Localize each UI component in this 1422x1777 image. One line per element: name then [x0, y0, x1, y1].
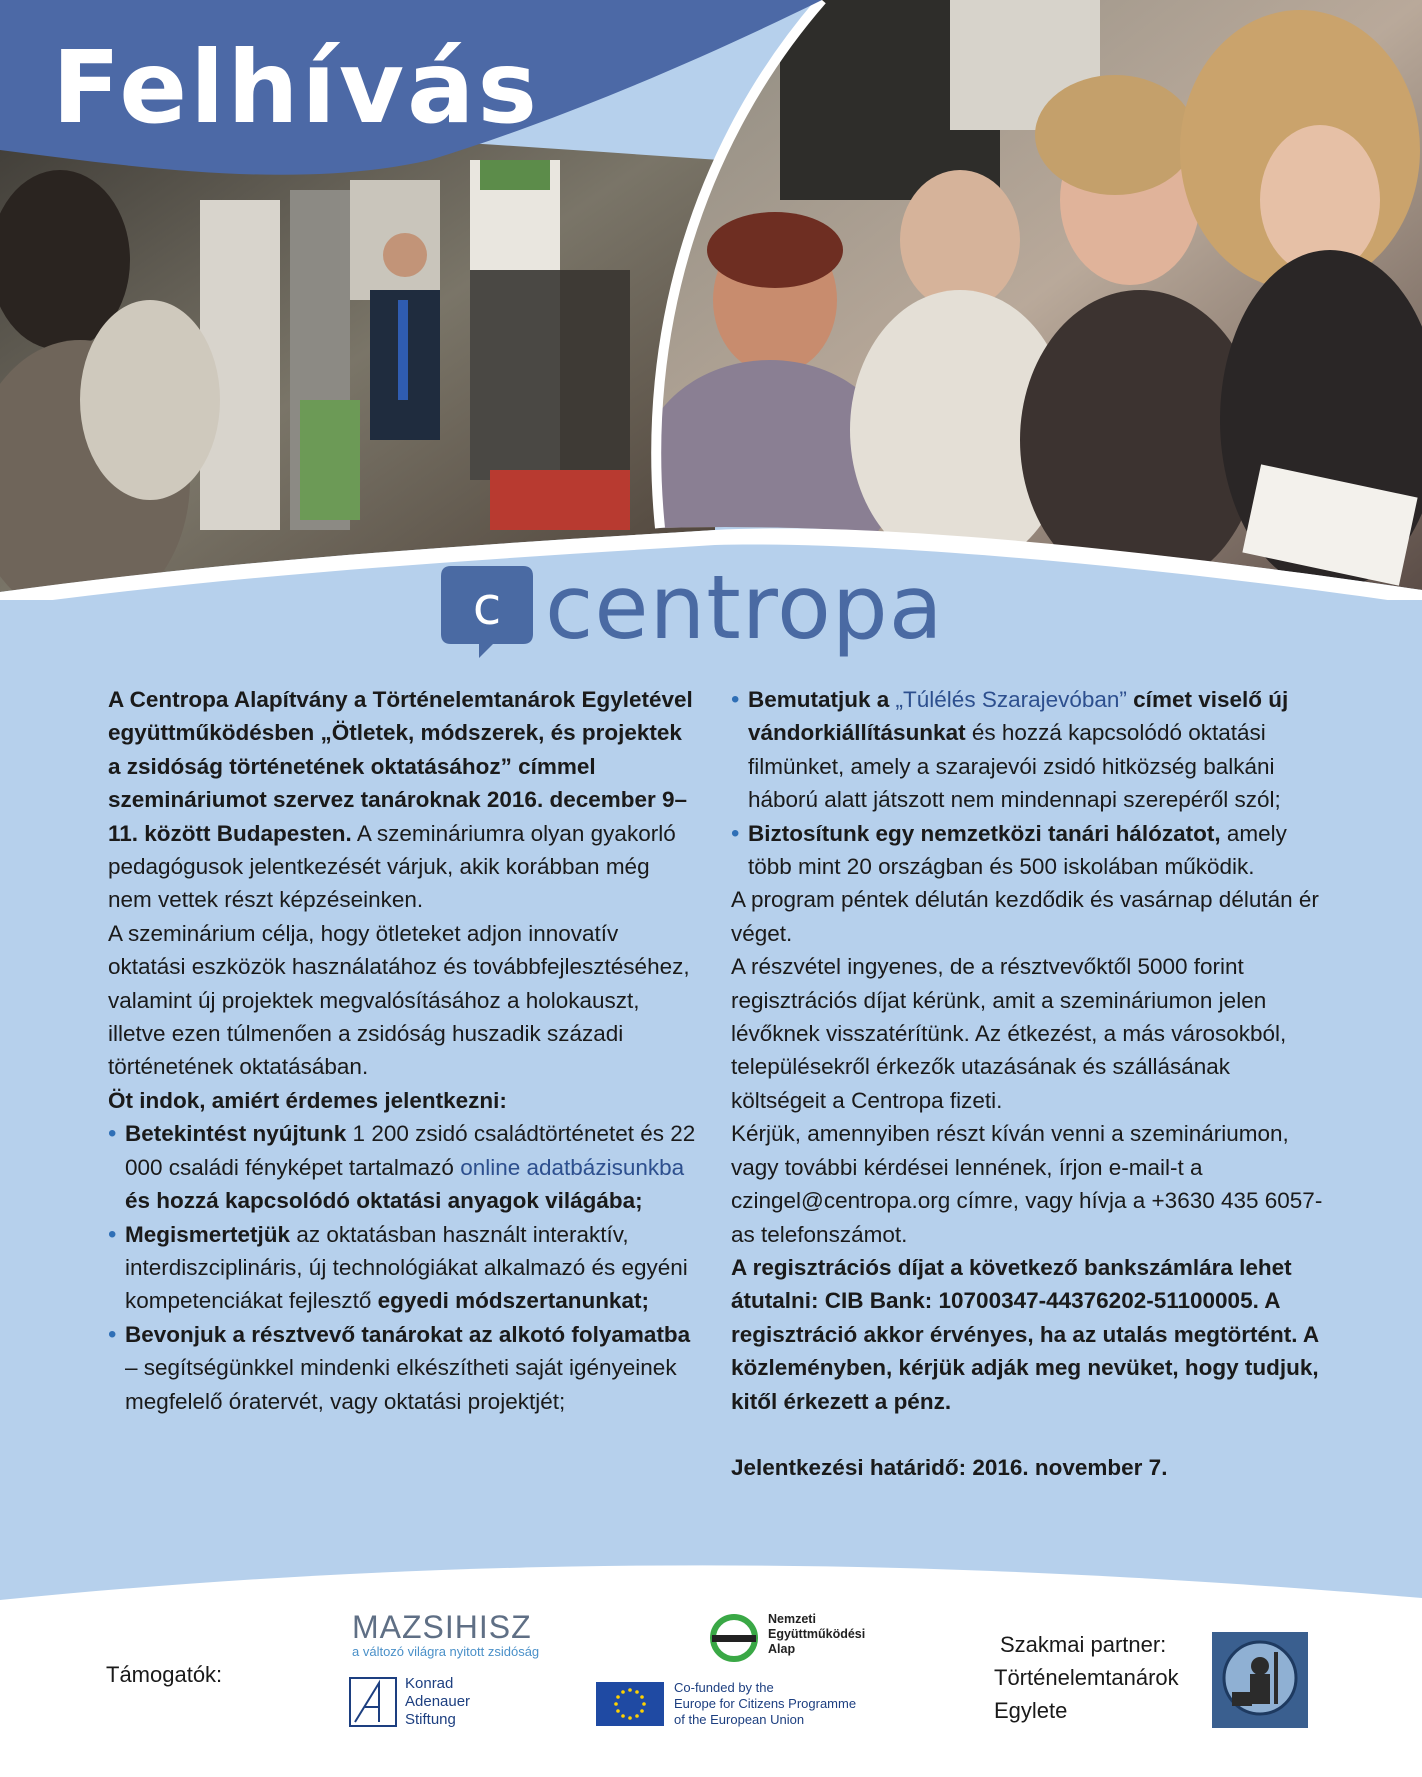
partner-name: Történelemtanárok	[994, 1665, 1179, 1690]
reason-text: 1 200 zsidó családtörténetet és 22 000 családi fényképet tartalmazó	[125, 1121, 696, 1180]
contact-paragraph: Kérjük, amennyiben részt kíván venni a szemináriumon, vagy további kérdései lennének, írjon e-mail-t a czingel@centropa.org címre, vagy hívja a +3630 435 6057-as telefonszámot.	[731, 1121, 1323, 1247]
reasons-list	[108, 1117, 698, 1418]
partner-label: Szakmai partner:	[1000, 1632, 1167, 1657]
kas-logo	[349, 1675, 489, 1731]
centropa-logo	[441, 556, 1001, 662]
reason-text: az oktatásban használt interaktív, interdiszciplináris, új technológiákat alkalmazó és egyéni kompetenciákat fejlesztő	[125, 1221, 688, 1314]
reason-item	[108, 1318, 698, 1418]
reason-tail: és hozzá kapcsolódó oktatási anyagok világába;	[125, 1188, 643, 1214]
reason-item	[108, 1218, 698, 1318]
mazsihisz-name: MAZSIHISZ	[352, 1609, 532, 1645]
logo-wordmark: centropa	[545, 556, 944, 659]
schedule-paragraph: A program péntek délután kezdődik és vasárnap délután ér véget.	[731, 887, 1319, 946]
deadline: Jelentkezési határidő: 2016. november 7.	[731, 1454, 1168, 1480]
kas-line: Stiftung	[405, 1711, 456, 1728]
reasons-list-continued	[731, 683, 1331, 883]
kas-emblem-icon	[349, 1677, 397, 1727]
nea-emblem-icon	[708, 1612, 760, 1664]
centropa-badge-icon	[441, 566, 533, 658]
nea-line: Nemzeti	[768, 1612, 816, 1626]
nea-line: Alap	[768, 1642, 796, 1656]
reason-lead-2: címet viselő új vándorkiállításunkat	[748, 687, 1289, 746]
reason-text: és hozzá kapcsolódó oktatási filmünket, amely a szarajevói zsidó hitközség balkáni háború alatt játszott nem mindennapi szerepéről szól;	[748, 720, 1281, 813]
fee-paragraph: A részvétel ingyenes, de a résztvevőktől 5000 forint regisztrációs díjat kérünk, amit a szemináriumon jelen lévőknek visszatérítünk. Az étkezést, a más városokból, településekről érkezők utazásának és szállásának költségeit a Centropa fizeti.	[731, 954, 1287, 1113]
reason-lead: Biztosítunk egy nemzetközi tanári hálózatot,	[748, 820, 1221, 846]
nea-logo	[708, 1612, 908, 1664]
intro-bold: A Centropa Alapítvány a Történelemtanárok Egyletével együttműködésben „Ötletek, módszerek, és projektek a zsidóság történetének oktatásához” címmel szemináriumot szervez tanároknak 2016. december 9–11. között Budapesten.	[108, 687, 693, 846]
eu-cofunding-text	[674, 1680, 904, 1728]
reason-text: amely több mint 20 országban és 500 iskolában működik.	[748, 820, 1287, 880]
intro-rest: A szemináriumra olyan gyakorló pedagógusok jelentkezését várjuk, akik korábban még nem vettek részt képzéseinken.	[108, 820, 676, 913]
reason-item	[731, 817, 1331, 884]
reason-lead: Bemutatjuk a	[748, 687, 896, 712]
reason-lead: Megismertetjük	[125, 1221, 291, 1247]
partner-name: Egylete	[994, 1698, 1068, 1723]
badge-letter: c	[472, 577, 502, 637]
partner-crest-icon	[1212, 1632, 1308, 1728]
right-column	[731, 683, 1331, 1484]
page-title: Felhívás	[52, 29, 541, 146]
kas-name	[405, 1675, 495, 1729]
reason-item	[731, 683, 1331, 817]
reason-text: – segítségünkkel mindenki elkészítheti saját igényeinek megfelelő óratervét, vagy oktatási projektjét;	[125, 1355, 677, 1414]
aim-paragraph: A szeminárium célja, hogy ötleteket adjon innovatív oktatási eszközök használatához és továbbfejlesztéséhez, valamint új projektek megvalósításához a holokauszt, illetve ezen túlmenően a zsidóság huszadik századi történetének oktatásában.	[108, 920, 690, 1080]
nea-line: Együttműködési	[768, 1627, 866, 1641]
mazsihisz-logo	[352, 1610, 552, 1660]
nea-name	[768, 1612, 888, 1657]
left-column	[108, 683, 698, 1418]
eu-cofunding-logo	[596, 1680, 896, 1728]
reasons-title: Öt indok, amiért érdemes jelentkezni:	[108, 1087, 507, 1113]
reason-lead: Bevonjuk a résztvevő tanárokat az alkotó folyamatba	[125, 1321, 691, 1347]
bank-paragraph: A regisztrációs díjat a következő bankszámlára lehet átutalni: CIB Bank: 10700347-44376202-51100005. A regisztráció akkor érvényes, ha az utalás megtörtént. A közleményben, kérjük adják meg nevüket, hogy tudjuk, kitől érkezett a pénz.	[731, 1254, 1319, 1414]
reason-item	[108, 1117, 698, 1217]
supporters-label: Támogatók:	[106, 1662, 223, 1687]
eu-line: of the European Union	[674, 1712, 805, 1727]
exhibition-photo	[0, 100, 740, 600]
reason-lead: Betekintést nyújtunk	[125, 1121, 347, 1147]
intro-paragraph	[108, 683, 698, 917]
reason-tail: egyedi módszertanunkat;	[377, 1288, 649, 1314]
eu-flag-icon	[596, 1682, 664, 1726]
database-link[interactable]: online adatbázisunkba	[460, 1154, 685, 1180]
kas-line: Adenauer	[405, 1693, 471, 1710]
eu-line: Europe for Citizens Programme	[674, 1696, 857, 1711]
kas-line: Konrad	[405, 1675, 454, 1692]
mazsihisz-tagline: a változó világra nyitott zsidóság	[352, 1644, 540, 1659]
exhibition-title-link[interactable]: „Túlélés Szarajevóban”	[895, 687, 1127, 712]
eu-line: Co-funded by the	[674, 1680, 774, 1695]
